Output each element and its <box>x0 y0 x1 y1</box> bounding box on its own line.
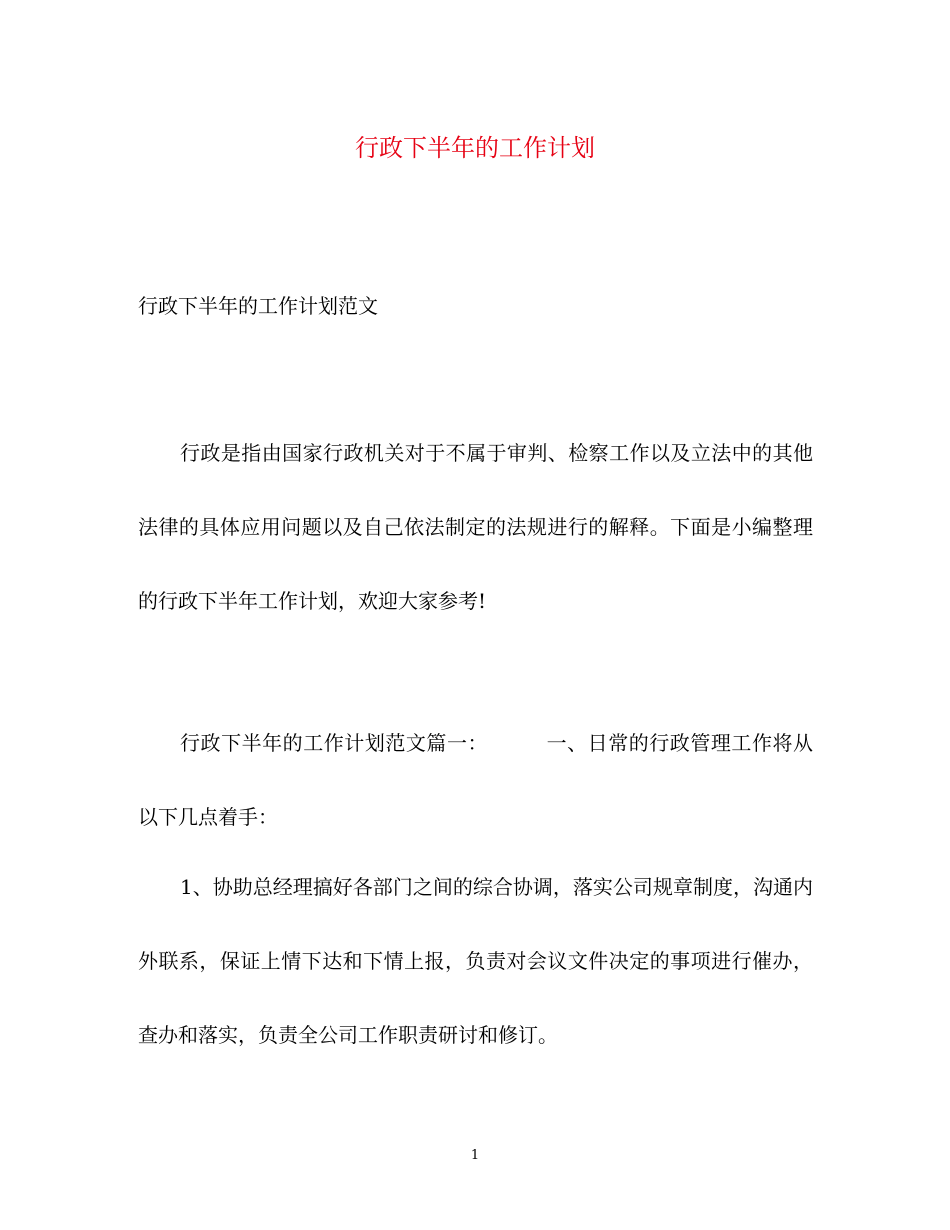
section-paragraph <box>138 706 813 854</box>
page-number: 1 <box>470 1148 480 1163</box>
section-heading: 行政下半年的工作计划范文篇一： <box>180 731 489 755</box>
intro-paragraph: 行政是指由国家行政机关对于不属于审判、检察工作以及立法中的其他法律的具体应用问题以及自己依法制定的法规进行的解释。下面是小编整理的行政下半年工作计划，欢迎大家参考! <box>138 441 813 613</box>
item-paragraph-1: 1、协助总经理搞好各部门之间的综合协调，落实公司规章制度，沟通内外联系，保证上情下达和下情上报，负责对会议文件决定的事项进行催办，查办和落实，负责全公司工作职责研讨和修订。 <box>138 875 813 1047</box>
document-title: 行政下半年的工作计划 <box>355 134 595 162</box>
section-lead: 一、日常的行政管理工作将从以下几点着手： <box>138 731 814 829</box>
document-subtitle: 行政下半年的工作计划范文 <box>138 294 378 318</box>
